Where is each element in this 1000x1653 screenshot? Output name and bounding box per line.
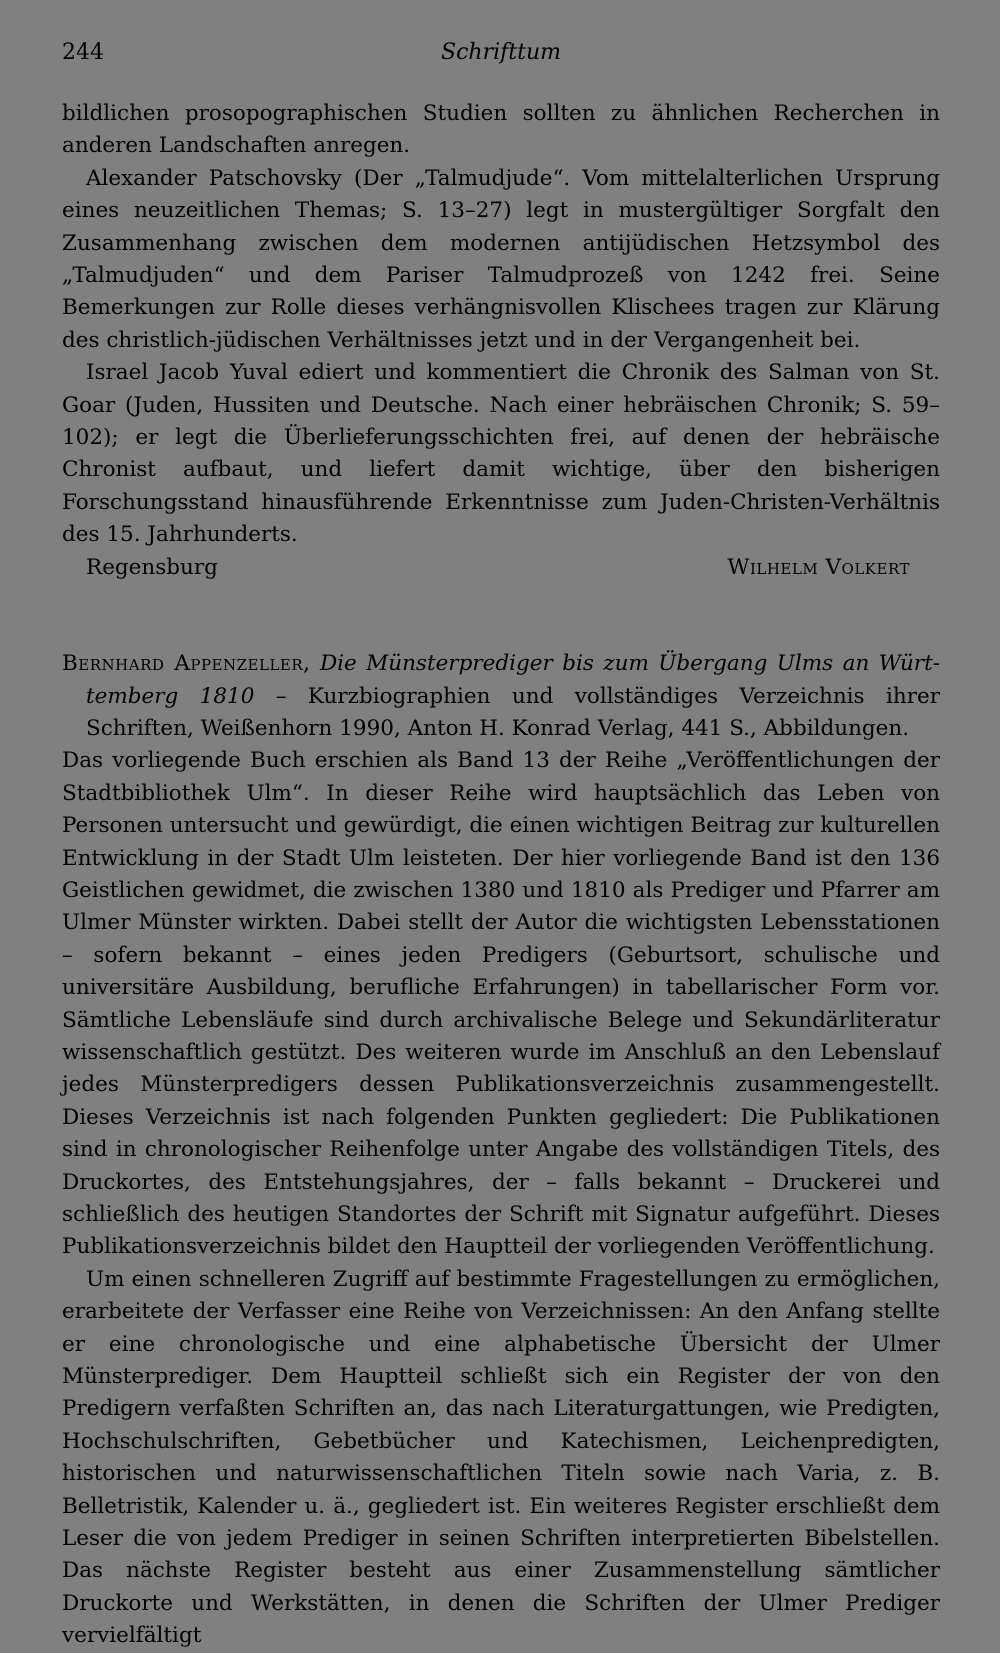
page-header [62,36,940,70]
paragraph-yuval: Israel Jacob Yuval ediert und kommentiert die Chronik des Salman von St. Goar (Juden, Hussiten und Deutsche. Nach einer hebräischen Chronik; S. 59–102); er legt die Überlieferungsschichten frei, auf denen der hebräische Chronist aufbaut, und liefert damit wichtige, über den bisherigen Forschungsstand hinausführende Erkenntnisse zum Juden-Christen-Verhältnis des 15. Jahrhunderts. [62,360,940,548]
body-text [62,98,940,1653]
running-title: Schrifttum [441,40,561,65]
review-paragraph-2: Um einen schnelleren Zugriff auf bestimmte Fragestellungen zu ermöglichen, erarbeitete der Verfasser eine Reihe von Verzeichnissen: An den Anfang stellte er eine chronologische und eine alphabetische Übersicht der Ulmer Münsterprediger. Dem Hauptteil schließt sich ein Register der von den Predigern verfaßten Schriften an, das nach Literaturgattungen, wie Predigten, Hochschulschriften, Gebetbücher und Katechismen, Leichenpredigten, historischen und naturwissenschaftlichen Titeln sowie nach Varia, z. B. Belletristik, Kalender u. ä., gegliedert ist. Ein weiteres Register erschließt dem Leser die von jedem Prediger in seinen Schriften interpretierten Bibelstellen. Das nächste Register besteht aus einer Zusammenstellung sämtlicher Druckorte und Werkstätten, in denen die Schriften der Ulmer Prediger vervielfältigt [62,1266,940,1649]
document-page [62,36,940,1653]
review-signoff [62,552,940,584]
review-book-author: Bernhard Appenzeller, [62,651,311,677]
signoff-place: Regensburg [86,554,218,580]
review-heading [62,648,940,745]
review-paragraph-1: Das vorliegende Buch erschien als Band 13 der Reihe „Veröffentlichungen der Stadtbibliothek Ulm“. In dieser Reihe wird hauptsächlich das Leben von Personen untersucht und gewürdigt, die einen wichtigen Beitrag zur kulturellen Entwicklung in der Stadt Ulm leisteten. Der hier vorliegende Band ist den 136 Geistlichen gewidmet, die zwischen 1380 und 1810 als Prediger und Pfarrer am Ulmer Münster wirkten. Dabei stellt der Autor die wichtigsten Lebensstationen – sofern bekannt – eines jeden Predigers (Geburtsort, schulische und universitäre Ausbildung, berufliche Erfahrungen) in tabellarischer Form vor. Sämtliche Lebensläufe sind durch archivalische Belege und Sekundärliteratur wissenschaftlich gestützt. Des weiteren wurde im Anschluß an den Lebenslauf jedes Münsterpredigers dessen Publikationsverzeichnis zusammengestellt. Dieses Verzeichnis ist nach folgenden Punkten gegliedert: Die Publikationen sind in chronologischer Reihenfolge unter Angabe des vollständigen Titels, des Druckortes, des Entstehungsjahres, der – falls bekannt – Druckerei und schließlich des heutigen Standortes der Schrift mit Signatur aufgeführt. Dieses Publikationsverzeichnis bildet den Hauptteil der vorliegenden Veröffentlichung. [62,748,940,1260]
paragraph-continuation: bildlichen prosopographischen Studien sollten zu ähnlichen Recherchen in anderen Landschaften anregen. [62,101,940,159]
review-book-details: – Kurzbiographien und vollständiges Verzeichnis ihrer Schriften, Weißenhorn 1990, Anton H. Konrad Verlag, 441 S., Abbildungen. [86,683,940,741]
page-number: 244 [62,40,104,65]
signoff-reviewer: Wilhelm Volkert [727,554,910,580]
paragraph-patschovsky: Alexander Patschovsky (Der „Talmudjude“. Vom mittelalterlichen Ursprung eines neuzeitlichen Themas; S. 13–27) legt in mustergültiger Sorgfalt den Zusammenhang zwischen dem modernen antijüdischen Hetzsymbol des „Talmudjuden“ und dem Pariser Talmudprozeß von 1242 frei. Seine Bemerkungen zur Rolle dieses verhängnisvollen Klischees tragen zur Klärung des christlich-jüdischen Verhältnisses jetzt und in der Vergangenheit bei. [62,165,940,353]
review-book-title: Die Münsterprediger bis zum Übergang Ulms an Württemberg 1810 [86,651,940,709]
